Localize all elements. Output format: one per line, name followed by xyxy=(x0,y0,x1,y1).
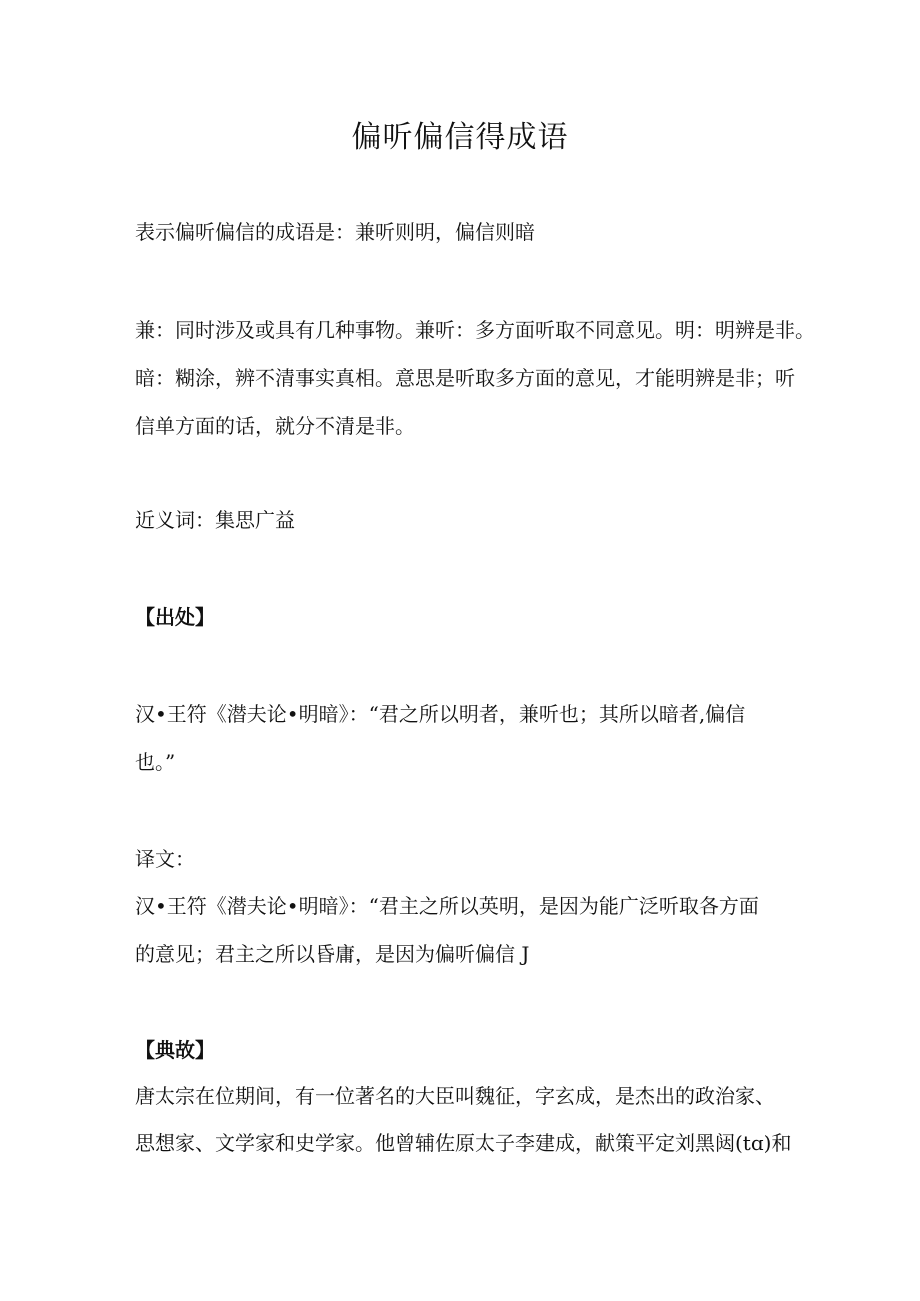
story-heading: 【典故】 xyxy=(135,1038,215,1062)
translation-label: 译文： xyxy=(135,847,195,871)
translation-line-1: 汉•王符《潜夫论•明暗》：“君主之所以英明，是因为能广泛听取各方面 xyxy=(135,894,759,918)
page-title: 偏听偏信得成语 xyxy=(351,120,569,155)
source-line-2: 也。” xyxy=(135,750,176,774)
explanation-line-1: 兼：同时涉及或具有几种事物。兼听：多方面听取不同意见。明：明辨是非。 xyxy=(135,318,815,342)
source-heading: 【出处】 xyxy=(135,605,215,629)
story-line-1: 唐太宗在位期间，有一位著名的大臣叫魏征，字玄成，是杰出的政治家、 xyxy=(135,1084,775,1108)
intro-line: 表示偏听偏信的成语是：兼听则明，偏信则暗 xyxy=(135,220,535,244)
source-line-1: 汉•王符《潜夫论•明暗》：“君之所以明者，兼听也；其所以暗者,偏信 xyxy=(135,702,746,726)
translation-line-2: 的意见；君主之所以昏庸，是因为偏听偏信 J xyxy=(135,942,530,966)
explanation-line-2: 暗：糊涂，辨不清事实真相。意思是听取多方面的意见，才能明辨是非；听 xyxy=(135,366,795,390)
explanation-line-3: 信单方面的话，就分不清是非。 xyxy=(135,414,415,438)
story-line-2: 思想家、文学家和史学家。他曾辅佐原太子李建成，献策平定刘黑闼(tɑ)和 xyxy=(135,1131,792,1155)
synonym-line: 近义词：集思广益 xyxy=(135,508,295,532)
